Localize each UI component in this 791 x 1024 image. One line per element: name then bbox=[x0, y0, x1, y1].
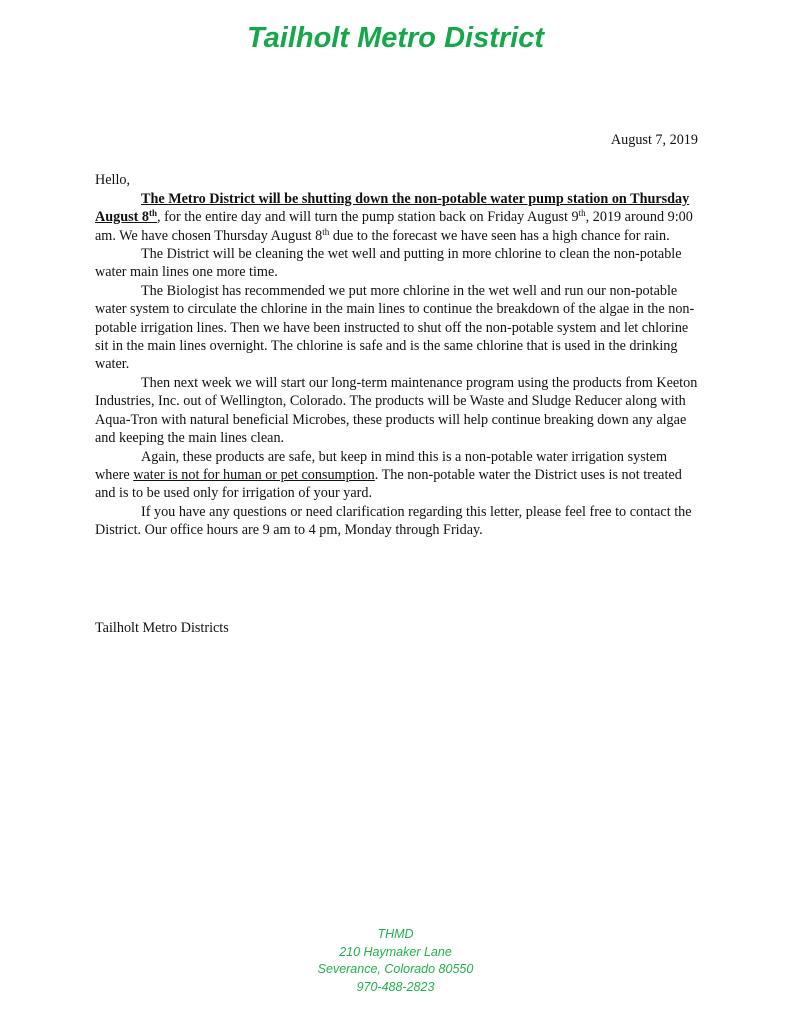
footer-address bbox=[0, 926, 791, 996]
letter-signature: Tailholt Metro Districts bbox=[95, 620, 229, 636]
shutdown-text: , for the entire day and will turn the pump station back on Friday August 9 bbox=[157, 209, 579, 226]
paragraph-contact: If you have any questions or need clarification regarding this letter, please feel free to contact the District. Our office hours are 9 am to 4 pm, Monday through Friday. bbox=[95, 503, 692, 539]
paragraph-safety bbox=[95, 448, 698, 503]
footer-city: Severance, Colorado 80550 bbox=[317, 962, 474, 976]
footer-org: THMD bbox=[377, 927, 414, 941]
superscript: th bbox=[578, 208, 586, 219]
safety-text: . The non-potable water the District uses is not treated and is to be used only for irrigation of your yard. bbox=[95, 466, 682, 502]
footer-street: 210 Haymaker Lane bbox=[339, 944, 452, 959]
letterhead-title: Tailholt Metro District bbox=[247, 22, 544, 54]
shutdown-headline-text: The Metro District will be shutting down the non-potable water pump station on Thursday August 8 bbox=[95, 190, 690, 226]
paragraph-shutdown-notice bbox=[95, 190, 698, 245]
letter-greeting: Hello, bbox=[95, 172, 131, 189]
letter-date: August 7, 2019 bbox=[610, 132, 698, 148]
letter-body bbox=[95, 131, 698, 540]
consumption-warning: water is not for human or pet consumption bbox=[133, 466, 375, 483]
paragraph-maintenance: Then next week we will start our long-term maintenance program using the products from Keeton Industries, Inc. out of Wellington, Colorado. The products will be Waste and Sludge Reducer along with Aqua-Tron with natural beneficial Microbes, these products will help continue breaking down any algae and keeping the main lines clean. bbox=[95, 374, 698, 447]
footer-phone: 970-488-2823 bbox=[356, 979, 435, 994]
safety-text: Again, these products are safe, but keep in mind this is a non-potable water irrigation system where bbox=[95, 448, 667, 483]
shutdown-text: , 2019 around 9:00 am. We have chosen Thursday August 8 bbox=[95, 209, 693, 244]
superscript: th bbox=[149, 208, 158, 219]
paragraph-biologist: The Biologist has recommended we put more chlorine in the wet well and run our non-potable water system to circulate the chlorine in the main lines to continue the breakdown of the algae in the non-potable irrigation lines. Then we have been instructed to shut off the non-potable system and let chlorine sit in the main lines overnight. The chlorine is safe and is the same chlorine that is used in the drinking water. bbox=[95, 282, 695, 373]
superscript: th bbox=[322, 226, 330, 237]
paragraph-cleaning: The District will be cleaning the wet well and putting in more chlorine to clean the non-potable water main lines one more time. bbox=[95, 246, 682, 281]
shutdown-text: due to the forecast we have seen has a high chance for rain. bbox=[329, 227, 670, 244]
